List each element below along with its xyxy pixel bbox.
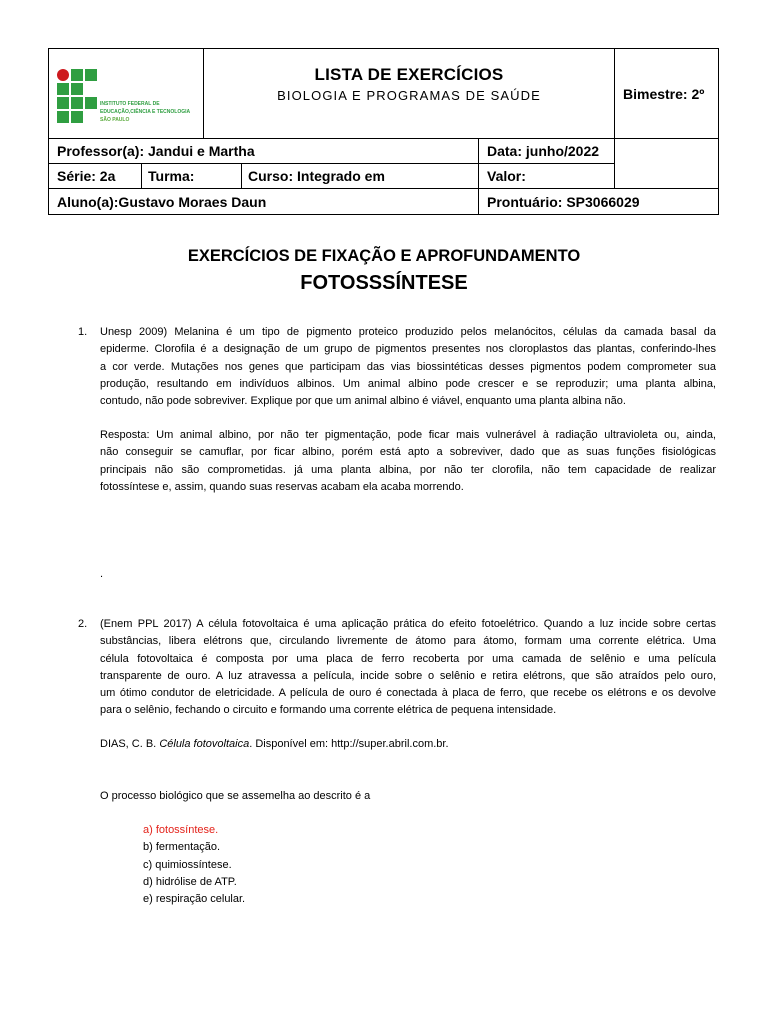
question-number: 1. [78,326,88,338]
question-1-answer [100,427,716,496]
logo-line-campus: SÃO PAULO [100,117,130,123]
citation-source: . Disponível em: http://super.abril.com.br. [249,738,449,750]
date-label: Data: junho/2022 [487,143,600,159]
text-line: epiderme. Clorofila é a designação de um grupo de pigmentos presentes nos cloroplastos das plantas, conferindo-lhes [100,343,716,356]
citation-title: Célula fotovoltaica [159,738,250,750]
professor-cell [49,139,478,163]
option-e: e) respiração celular. [143,893,246,905]
text-line: (Enem PPL 2017) A célula fotovoltaica é uma aplicação prática do efeito fotoelétrico. Quando a luz incide sobre certas [100,618,716,630]
logo-square [71,97,83,109]
logo-square [57,83,69,95]
text-line: para o selênio, fechando o circuito e formando uma corrente elétrica de pequena intensidade. [100,704,557,717]
question-number: 2. [78,618,88,630]
ifsp-logo [49,49,203,138]
logo-square [57,97,69,109]
professor-label: Professor(a): Jandui e Martha [57,143,255,159]
student-label: Aluno(a):Gustavo Moraes Daun [57,193,267,210]
text-line: principais não são comprometidas. já uma planta albina, por não ter clorofila, não tem capacidade de realizar [100,463,716,476]
option-d: d) hidrólise de ATP. [143,875,237,888]
text-line: Unesp 2009) Melanina é um tipo de pigmento proteico produzido pelos melanócitos, células da camada basal da [100,326,716,338]
option-b: b) fermentação. [143,841,221,854]
logo-red-circle [57,69,69,81]
citation [100,736,449,753]
text-line: célula fotovoltaica é composta por uma placa de ferro recoberta por uma camada de selênio e uma película [100,652,716,665]
bimestre-cell [615,49,718,138]
topic-heading: FOTOSSSÍNTESE [300,272,468,294]
answer-options [143,822,245,908]
document-title: LISTA DE EXERCÍCIOS [314,65,504,84]
logo-square [85,69,97,81]
course-label: Curso: Integrado em [248,168,385,184]
logo-square [57,111,69,123]
date-cell [479,139,614,163]
text-line: produção, resultando em indivíduos albinos. Um animal albino pode crescer e se reproduzir; uma planta albina, [100,377,716,390]
empty-cell [615,139,718,188]
citation-author: DIAS, C. B. [100,738,157,750]
question-1-statement [100,324,716,410]
text-line: a cor verde. Mutações nos genes que participam das vias biossintéticas desses pigmentos podem comprometer sua [100,360,716,373]
student-cell [49,189,478,214]
logo-square [71,83,83,95]
trailing-mark: . [100,568,104,580]
text-line: transparente de ouro. A luz atravessa a película, incide sobre o selênio e retira elétrons, que são atraídos pelo ouro, [100,669,716,682]
class-label: Turma: [148,168,195,184]
logo-wordmark [100,100,190,124]
bimestre-label: Bimestre: 2º [623,85,705,102]
value-cell [479,164,614,188]
series-label: Série: 2a [57,168,116,184]
option-a: a) fotossíntese. [143,824,219,836]
logo-line-education: EDUCAÇÃO,CIÊNCIA E TECNOLOGIA [100,109,191,115]
record-number-cell [479,189,718,214]
course-subtitle: BIOLOGIA E PROGRAMAS DE SAÚDE [277,88,541,103]
series-cell [49,164,141,188]
text-line: Resposta: Um animal albino, por não ter pigmentação, pode ficar mais vulnerável à radiação ultravioleta ou, ainda, [100,429,716,441]
exercise-heading: EXERCÍCIOS DE FIXAÇÃO E APROFUNDAMENTO [187,247,581,265]
class-cell [142,164,241,188]
logo-square [71,69,83,81]
text-line: fotossíntese e, assim, quando suas reservas acabam ela acaba morrendo. [100,480,464,493]
question-prompt: O processo biológico que se assemelha ao descrito é a [100,790,371,802]
course-cell [242,164,478,188]
record-number-label: Prontuário: SP3066029 [487,193,640,210]
value-label: Valor: [487,168,526,184]
text-line: um ótimo condutor de eletricidade. A película de ouro é conectada à placa de ferro, que recebe os elétrons e os devolve [100,687,716,699]
text-line: substâncias, libera elétrons que, circulando livremente de átomo para átomo, formam uma corrente elétrica. Uma [100,635,716,648]
option-c: c) quimiossíntese. [143,858,232,871]
title-cell [204,49,614,138]
question-2-statement [100,616,716,720]
text-line: contudo, não pode sobreviver. Explique por que um animal albino é viável, enquanto uma planta albina não. [100,395,626,407]
logo-square [85,97,97,109]
text-line: não conseguir se camuflar, por ficar albino, porém está apto a sobreviver, dado que as suas funções fisiológicas [100,446,716,459]
logo-line-institute: INSTITUTO FEDERAL DE [100,101,160,107]
logo-square [71,111,83,123]
